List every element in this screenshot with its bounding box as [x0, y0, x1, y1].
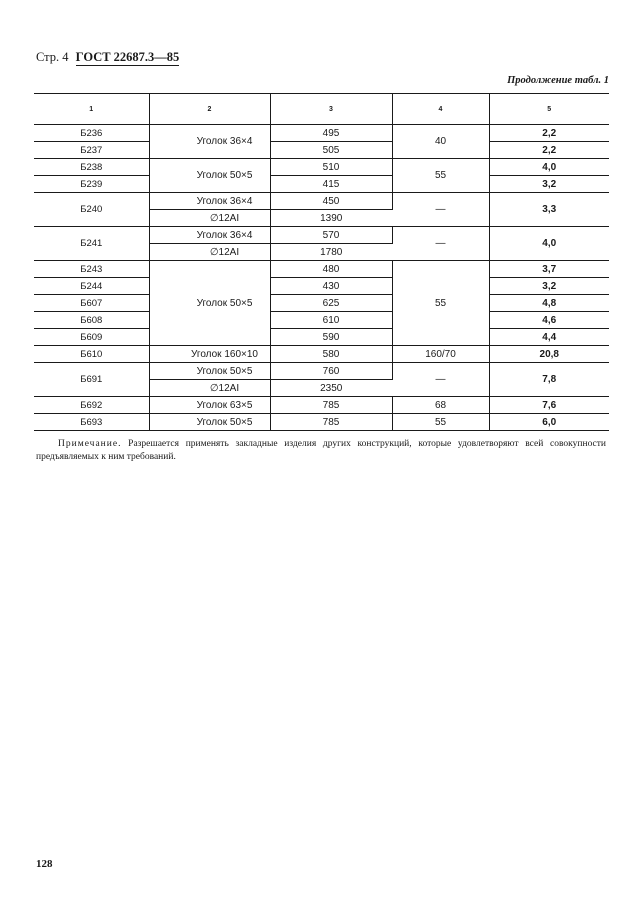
- table-note: [36, 438, 606, 464]
- cell-col4: —: [392, 193, 489, 227]
- cell-mark: Б692: [34, 397, 149, 414]
- cell-length: 495: [270, 125, 392, 142]
- cell-mass: 3,2: [489, 176, 609, 193]
- cell-mark: Б693: [34, 414, 149, 431]
- cell-element: ∅12AI: [149, 380, 270, 397]
- standard-number: ГОСТ 22687.3—85: [75, 50, 180, 64]
- cell-length: 2350: [270, 380, 392, 397]
- table-row: [34, 159, 609, 176]
- cell-mark: Б236: [34, 125, 149, 142]
- table-row: [34, 397, 609, 414]
- cell-mass: 3,7: [489, 261, 609, 278]
- cell-length: 760: [270, 363, 392, 380]
- cell-mass: 7,6: [489, 397, 609, 414]
- cell-element: Уголок 160×10: [149, 346, 270, 363]
- table-row: [34, 346, 609, 363]
- column-header-2: 2: [149, 94, 270, 125]
- cell-length: 415: [270, 176, 392, 193]
- table-row: [34, 125, 609, 142]
- cell-length: 480: [270, 261, 392, 278]
- cell-mass: 4,0: [489, 159, 609, 176]
- table-row: [34, 295, 609, 312]
- cell-length: 1390: [270, 210, 392, 227]
- table-row: [34, 142, 609, 159]
- cell-mass: 2,2: [489, 125, 609, 142]
- cell-mark: Б241: [34, 227, 149, 261]
- cell-element: Уголок 36×4: [149, 193, 270, 210]
- column-header-5: 5: [489, 94, 609, 125]
- cell-element: Уголок 50×5: [149, 261, 270, 346]
- cell-mass: 4,8: [489, 295, 609, 312]
- cell-mass: 2,2: [489, 142, 609, 159]
- cell-length: 570: [270, 227, 392, 244]
- cell-element: Уголок 36×4: [149, 227, 270, 244]
- note-label: Примечание.: [58, 439, 122, 449]
- note-text: Разрешается применять закладные изделия других конструкций, которые удовлетворяют всей совокупности предъявляемых к ним требований.: [36, 439, 607, 462]
- cell-length: 430: [270, 278, 392, 295]
- cell-element: ∅12AI: [149, 244, 270, 261]
- cell-col4: 55: [392, 414, 489, 431]
- cell-mass: 4,4: [489, 329, 609, 346]
- cell-col4: 160/70: [392, 346, 489, 363]
- cell-col4: 68: [392, 397, 489, 414]
- cell-mark: Б238: [34, 159, 149, 176]
- table-row: [34, 261, 609, 278]
- page-header: [36, 50, 179, 65]
- table-continuation-label: Продолжение табл. 1: [507, 75, 609, 86]
- table-row: [34, 278, 609, 295]
- cell-element: Уголок 36×4: [149, 125, 270, 159]
- cell-element: ∅12AI: [149, 210, 270, 227]
- cell-mass: 20,8: [489, 346, 609, 363]
- page-label: Стр. 4: [36, 50, 69, 64]
- cell-element: Уголок 50×5: [149, 159, 270, 193]
- cell-length: 1780: [270, 244, 392, 261]
- cell-mass: 4,6: [489, 312, 609, 329]
- page-number: 128: [36, 858, 53, 870]
- cell-length: 450: [270, 193, 392, 210]
- cell-element: Уголок 50×5: [149, 363, 270, 380]
- cell-mass: 3,3: [489, 193, 609, 227]
- table-row: [34, 312, 609, 329]
- cell-mark: Б691: [34, 363, 149, 397]
- embedded-parts-table: [34, 93, 609, 431]
- cell-mark: Б243: [34, 261, 149, 278]
- cell-mark: Б608: [34, 312, 149, 329]
- cell-mass: 4,0: [489, 227, 609, 261]
- cell-element: Уголок 63×5: [149, 397, 270, 414]
- cell-length: 590: [270, 329, 392, 346]
- table-row: [34, 329, 609, 346]
- table-header-row: [34, 94, 609, 125]
- cell-mark: Б610: [34, 346, 149, 363]
- cell-mark: Б609: [34, 329, 149, 346]
- cell-length: 510: [270, 159, 392, 176]
- cell-mark: Б240: [34, 193, 149, 227]
- column-header-4: 4: [392, 94, 489, 125]
- cell-mark: Б607: [34, 295, 149, 312]
- cell-length: 785: [270, 397, 392, 414]
- table-row: [34, 414, 609, 431]
- cell-col4: 55: [392, 261, 489, 346]
- cell-col4: —: [392, 363, 489, 397]
- cell-length: 580: [270, 346, 392, 363]
- cell-col4: —: [392, 227, 489, 261]
- cell-mass: 7,8: [489, 363, 609, 397]
- table-row: [34, 176, 609, 193]
- table-row: [34, 227, 609, 244]
- cell-col4: 55: [392, 159, 489, 193]
- cell-mark: Б239: [34, 176, 149, 193]
- cell-length: 785: [270, 414, 392, 431]
- cell-mark: Б237: [34, 142, 149, 159]
- table-row: [34, 363, 609, 380]
- cell-mass: 6,0: [489, 414, 609, 431]
- column-header-1: 1: [34, 94, 149, 125]
- cell-mass: 3,2: [489, 278, 609, 295]
- column-header-3: 3: [270, 94, 392, 125]
- cell-length: 625: [270, 295, 392, 312]
- cell-length: 505: [270, 142, 392, 159]
- cell-length: 610: [270, 312, 392, 329]
- cell-mark: Б244: [34, 278, 149, 295]
- cell-col4: 40: [392, 125, 489, 159]
- cell-element: Уголок 50×5: [149, 414, 270, 431]
- table-row: [34, 193, 609, 210]
